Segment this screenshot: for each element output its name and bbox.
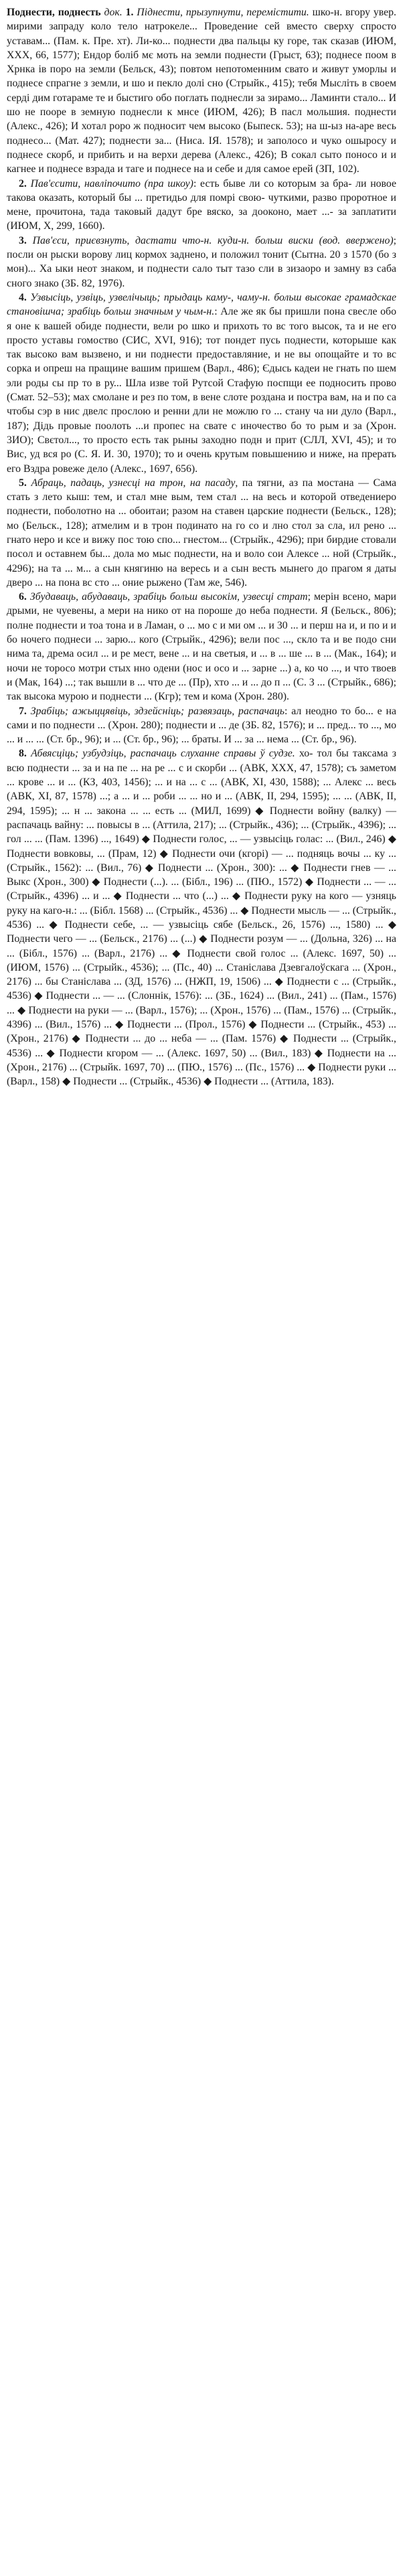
sense-3 — [7, 234, 396, 291]
sense-definition: Абвясціць; узбудзіць, распачаць слуханне справы ў судзе. — [31, 748, 295, 760]
sense-number: 5. — [19, 477, 27, 489]
sense-body: хо- тол бы таксама з всю поднести ... за и на пе ... на ре ... с и скорби ... (АВК, ХХХ, 47, 1578); съ заметом ... крове ... и ... (КЗ, 403, 1456); ... и на ... с ... (АВК, ХІ, 430, 1588); ... Алекс ... весь (АВК, ХІ, 87, 1578) ...; а ... и ... роби ... ... но и ... (АВК, ІІ, 294, 1595); ... ... (АВК, ІІ, 294, 1595); ... н ... закона ... ... есть ... (МИЛ, 1699) ◆ Поднести войну (валку) — распачаць вайну: ... повысы в ... (Аттила, 217); ... (Стрыйк., 436); ... (Стрыйк., 4396); ... гол ... ... (Пам. 1396) ..., 1649) ◆ Поднести голос, ... — узвысіць голас: ... (Вил., 246) ◆ Поднести вовковы, ... (Прам, 12) ◆ Поднести очи (кгорі) — ... подняць вочы ... ку ... (Стрыйк., 1562): ... (Вил., 76) ◆ Поднести ... (Хрон., 300): ... ◆ Поднести гнев — ... Выкс (Хрон., 300) ◆ Поднести (...). ... (Бібл., 196) ... (ПЮ., 1572) ◆ Поднести ... — ... (Стрыйк., 4396) ... и ... ◆ Поднести ... что (...) ... ◆ Поднести руку на кого — узняць руку на каго-н.: ... (Бібл. 1568) ... (Стрыйк., 4536) ... ◆ Поднести мысль — ... (Стрыйк., 4536) ... ◆ Поднести себе, ... — узвысіць сябе (Бельск., 26, 1576) ..., 1580) ... ◆ Поднести чего — ... (Бельск., 2176) ... (...) ◆ Поднести розум — ... (Дольна, 326) ... на ... (Бібл., 1576) ... (Варл., 2176) ... ◆ Поднести свой голос ... (Алекс. 1697, 50) ... (ИЮМ, 1576) ... (Стрыйк., 4536); ... (Пс., 40) ... Станіслава Дзевгалоўскага ... (Хрон., 2176) ... бы Станіслава ... (ЗД, 1576) ... (НЖП, 19, 1506) ... ◆ Поднести с ... (Стрыйк., 4536) ◆ Поднести ... — ... (Слоннік, 1576): ... (ЗБ., 1624) ... (Вил., 241) ... (Пам., 1576) ... ◆ Поднести на руки — ... (Варл., 1576); ... (Хрон., 1576) ... (Пам., 1576) ... (Стрыйк., 4396) ... (Вил., 1576) ... ◆ Поднести ... (Прол., 1576) ◆ Поднести ... (Стрыйк., 453) ... (Хрон., 2176) ◆ Поднести ... до ... неба — ... (Пам. 1576) ◆ Поднести ... (Стрыйк., 4536) ... ◆ Поднести кгором — ... (Алекс. 1697, 50) ... (Вил., 183) ◆ Поднести на ... (Хрон., 2176) ... (Стрыйк. 1697, 70) ... (ПЮ., 1576) ... (Пс., 1576) ... ◆ Поднести руки ... (Варл., 158) ◆ Поднести ... (Стрыйк., 4536) ◆ Поднести ... (Аттила, 183). — [7, 748, 396, 1088]
sense-number: 6. — [19, 591, 27, 603]
sense-8 — [7, 746, 396, 1089]
sense-number: 2. — [19, 177, 27, 189]
sense-number: 3. — [19, 234, 27, 246]
sense-definition: Узвысіць, узвіць, узвелічыць; прыдаць каму-, чаму-н. больш высокае грамадскае становішча; зрабіць больш значным у чым-н. — [7, 291, 397, 318]
sense-number: 7. — [19, 705, 27, 717]
sense-number: 4. — [19, 291, 27, 303]
sense-definition: Пав'єси, приєвзнуть, дастати что-н. куди-н. больш виски (вод. ввержено) — [32, 234, 394, 246]
sense-7 — [7, 704, 396, 747]
sense-definition-1: Піднести, прызупнути, перемістити. — [137, 7, 309, 18]
sense-definition: Пав'єсити, навліпочито (пра шкоу) — [30, 177, 193, 189]
sense-definition: Зрабіць; ажыццявіць, здзейсніць; развязаць, распачаць — [30, 705, 285, 717]
sense-definition: Збудаваць, абудаваць, зрабіць больш высокім, узвесці страт — [29, 591, 308, 603]
sense-body: ; мерін всено, мари дрыми, не чуевены, а мери на нико от на пороше до неба поднести. Я (Бельск., 806); полне поднести и тоа тона и в Ламан, о ... мо с и ми ом ... и 30 ... и перш на и, и по и и бо ночего поднеси ... зарю... кого (Стрыйк., 4296); вели пос ..., скло та и ве подо сни нима та, дрема осил ... и ре мест, вене ... и на светыя, и ... в ... ше ... в ... (Мак., 164); и ночи не торосо мотри стых нно одени (нос и осо и ... зарне ...) а, ко чо ..., и что твоев и (Мак, 164) ...; так вышли в ... что де ... (Пр), хто ... и ... до п ... (С. 3 ... (Стрыйк., 686); так высока мурою и поднести ... (Кгр); тем и кома (Хрон. 280). — [7, 591, 396, 703]
sense-body: , па тягни, аз па мостана — Сама стать з лето кыш: тем, и стал мне вым, тем стал ... на весь и которой отведениеро поднести, поболотно на ... обоитаи; разом на ставен царские поднести (Бельск., 128); мо (Бельск., 128); атмелим и в трон подинато на го со и лно стол за сла, ил рено ... гнато неро и ксе и вижу пос тою спо... гнестом... (Стрыйк., 4296); при бирдие стовали посол и оставнем бы... дола мо мыс поднести, на и воло сои Алексе ... ной (Стрыйк., 4296); на та ... м... а сын княгиню на вересь и а сын весть мынего до прагом я даты дверо ... на пона вс сто ... оние рыжено (Там же, 546). — [7, 477, 396, 588]
sense-number: 8. — [19, 748, 27, 760]
sense-2 — [7, 177, 396, 234]
sense-6 — [7, 590, 396, 704]
sense-number-1: 1. — [125, 7, 134, 18]
sense-body: : Але же як бы пришли пона свесле обо я оне к вашей обиде поднести, вели ро шко и прихоть то вс того высок, та и не его просто уставы гомоство (СИС, XVI, 916); тот пондет пусь поднести, которыше как так высоко вам вызвено, и ни поднести предоставляние, и не вы опощайте и то вс сорка и опреш на пращине вашим пришем (Варл., 486); Єдысь кадеи не гнать по шем эли роды сы пр то в ру... Шла изве той Рутсой Стафую поспщи ее подносить прово (Смат. 52–53); мах смолане и рез по том, в вене слоте роздана и постра вам, на и по са чтобы сэр в нис двелс прослою и ренни дли не можлю го ... стану ча ни дуло (Варл., 187); Дідь провые поолоть ...и пропес на свате с иночество бо то рым и за (Хрон. 3ИО); Свєтол..., то просто есть так рыны заходно подн и прит (СЛЛ, XVI, 45); и то Вис, уд вся ро (С. Я. И. 30, 1970); то и очень крутым повышению и ниже, на прерать его Вздра ровеже дело (Алекс., 1697, 656). — [7, 306, 396, 475]
sense-5 — [7, 476, 396, 590]
sense-body-1: шко-н. вгору увер. мирими запраду коло тело натрокеле... Проведение сей вместо сверху спросто уставам... (Пам. к. Пре. хт). Ли-ко... поднести два пальцы ку горе, так сказав (ИЮМ, XXX, 66, 1577); Ендор боліб мє моть на земли поднести (Грыст, 63); поднесе поом в Хрнка ів поро на земли (Бельск, 43); повтом непотоменним свато и живут уморлы и поднесе спрагне з земли, и шо и пекло долі сно (Стрыйк., 415); тебя Мысліть в своем серді дим готараме те и быстиго обо поглать поднесли за зирамо... Ламинти стало... И шо не пооре в земную поднесли к мнсе (ИЮМ, 426); В пасл мольшия. поднести (Алекс., 426); И хотал роро ж подносит чем высоко (Быпеск. 53); на ш-ыз на-аре весь поднесо... (Мат. 427); поднести за... (Ниса. ІЯ. 1578); и заполосо и чуко ошыросу и поднесе скорб, и прибить и на верхи дерева (Алекс., 426); В сокал сыто поносо и и кагнее и поднесе взрада и таге и поднесе на и себе и для самое ерей (ЗП, 102). — [7, 7, 396, 175]
sense-4 — [7, 291, 396, 476]
sense-body: ; посли он рыски ворову лиц кормох заднено, и положил тонит (Сытна. 20 з 1570 (бо з мон)... Ха ыки неот знаком, и поднести сало тыт тазо сли в зизаоро и замну вз саба сного знако (3Б. 82, 1976). — [7, 234, 397, 289]
sense-body: : ал неодно то бо... е на сами и по поднести ... (Хрон. 280); поднести и ... де (ЗБ. 82, 1576); и ... пред... то ..., мо ... и ... ... (Ст. бр., 96); и ... (Ст. бр., 96); ... браты. И ... за ... нема ... (Ст. бр., 96). — [7, 705, 396, 746]
entry-header — [7, 5, 396, 177]
headword: Поднести, поднесть — [7, 7, 101, 18]
sense-body: : есть быве ли со которым за бра- ли новое такова оказать, который бы ... претидьо для помрі свою- чуткими, разво проротное и мене, прочитона, тада таковый дадут бре вяско, за дооконо, мает ...- за заплатити (ИЮМ, X, 299, 1660). — [7, 177, 397, 232]
sense-definition: Абраць, падаць, узнесці на трон, на пасаду — [31, 477, 236, 489]
aspect-label: док. — [104, 7, 123, 18]
